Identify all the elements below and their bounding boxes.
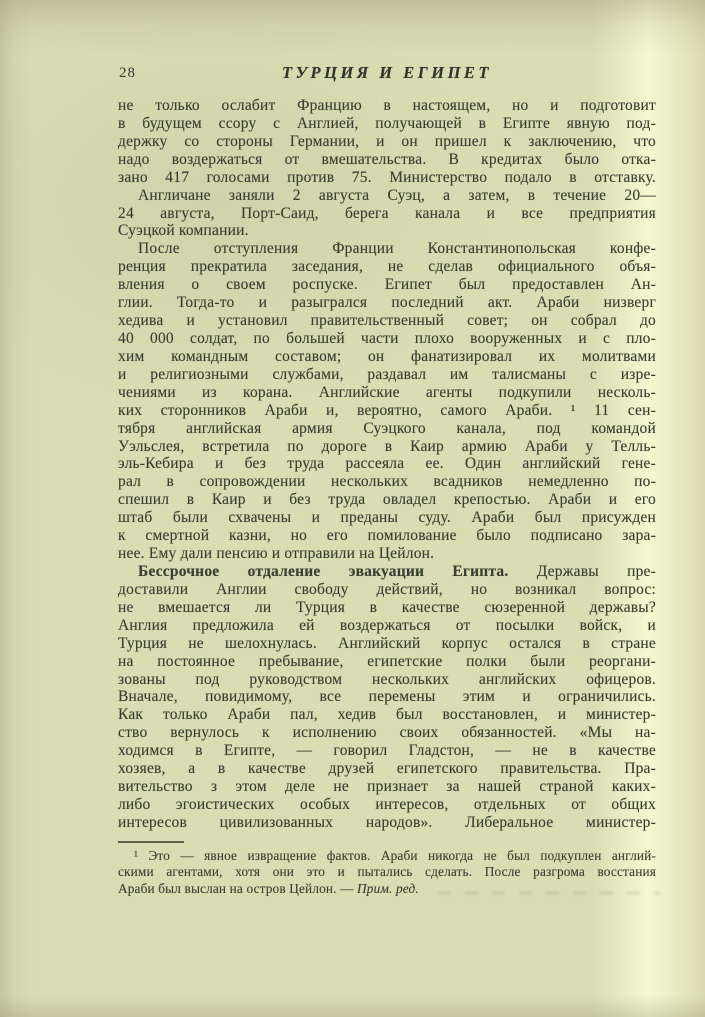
text-line: Англичане заняли 2 августа Суэц, а затем, в течение 20— [138,186,656,204]
text-line: хедива и установил правительственный совет; он собрал до [118,312,656,330]
footnote-separator [118,841,184,843]
text-line: 40 000 солдат, по большей части плохо вооруженных и с пло- [118,329,656,347]
text-line: либо эгоистических особых интересов, отдельных от общих [118,795,656,813]
footnote [118,848,656,897]
text-line: в будущем ссору с Англией, получающей в Египте явную под- [118,114,656,132]
text-line: ходимся в Египте, — говорил Гладстон, — не в качестве [118,742,656,760]
text-line: надо воздержаться от вмешательства. В кредитах было отка- [118,150,656,168]
text-line: эль-Кебира и без труда рассеяла ее. Один английский гене- [118,455,656,473]
text-line: чениями из корана. Английские агенты подкупили несколь- [118,383,656,401]
text-line [118,563,656,581]
text-line: хим командным составом; он фанатизировал их молитвами [118,347,656,365]
text-line: Суэцкой компании. [118,222,249,240]
body-text [118,97,656,832]
text-line: Турция не шелохнулась. Английский корпус остался в стране [118,634,656,652]
text-line: ство вернулось к исполнению своих обязанностей. «Мы на- [118,724,656,742]
text-line: держку со стороны Германии, и он пришел к заключению, что [118,132,656,150]
text-line: на постоянное пребывание, египетские полки были реоргани- [118,652,656,670]
footnote-line: скими агентами, хотя они это и пытались сделать. После разгрома восстания [118,864,656,880]
text-line: нее. Ему дали пенсию и отправили на Цейлон. [118,545,435,563]
section-heading: Бессрочное отдаление эвакуации Египта. [138,562,509,580]
text-line: ких сторонников Араби и, вероятно, самого Араби. ¹ 11 сен- [118,401,656,419]
text-line: не вмешается ли Турция в качестве сюзеренной державы? [118,598,656,616]
text-line: тября английская армия Суэцкого канала, под командой [118,419,656,437]
text-line: штаб были схвачены и преданы суду. Араби был присужден [118,509,656,527]
text-span: Араби был выслан на остров Цейлон. — [118,880,358,896]
text-line: глии. Тогда-то и разыгрался последний акт. Араби низверг [118,294,656,312]
editor-note: Прим. ред. [357,880,419,896]
running-title: ТУРЦИЯ И ЕГИПЕТ [282,63,492,82]
text-line: вительство з этом деле не признает за нашей страной каких- [118,778,656,796]
text-line: доставили Англии свободу действий, но возникал вопрос: [118,580,656,598]
ink-smudge [438,891,660,895]
text-line: зано 417 голосами против 75. Министерство подало в отставку. [118,168,656,186]
text-line: Как только Араби пал, хедив был восстановлен, и министер- [118,706,656,724]
paragraph [118,563,656,832]
text-line: хозяев, а в качестве друзей египетского правительства. Пра- [118,760,656,778]
paragraph [118,187,656,241]
text-line: и религиозными службами, раздавал им талисманы с изре- [118,365,656,383]
text-line: рал в сопровождении нескольких всадников немедленно по- [118,473,656,491]
text-line: к смертной казни, но его помилование было подписано зара- [118,527,656,545]
text-line: 24 августа, Порт-Саид, берега канала и все предприятия [118,204,656,222]
text-line: Вначале, повидимому, все перемены этим и ограничились. [118,688,656,706]
text-line: интересов цивилизованных народов». Либеральное министер- [118,813,656,831]
paragraph [118,97,656,187]
text-line: спешил в Каир и без труда овладел крепостью. Араби и его [118,491,656,509]
text-line: зованы под руководством нескольких английских офицеров. [118,670,656,688]
page-number: 28 [119,65,136,81]
text-line: вления о своем роспуске. Египет был предоставлен Ан- [118,276,656,294]
text-line: После отступления Франции Константинопольская конфе- [138,240,656,258]
text-span: Державы пре- [508,562,656,580]
text-line: Англия предложила ей воздержаться от посылки войск, и [118,616,656,634]
paragraph [118,240,656,563]
text-line: ренция прекратила заседания, не сделав официального объя- [118,258,656,276]
text-line: не только ослабит Францию в настоящем, но и подготовит [118,97,656,114]
text-line: Уэльслея, встретила по дороге в Каир армию Араби у Телль- [118,437,656,455]
footnote-line: ¹ Это — явное извращение фактов. Араби никогда не был подкуплен англий- [134,848,656,863]
